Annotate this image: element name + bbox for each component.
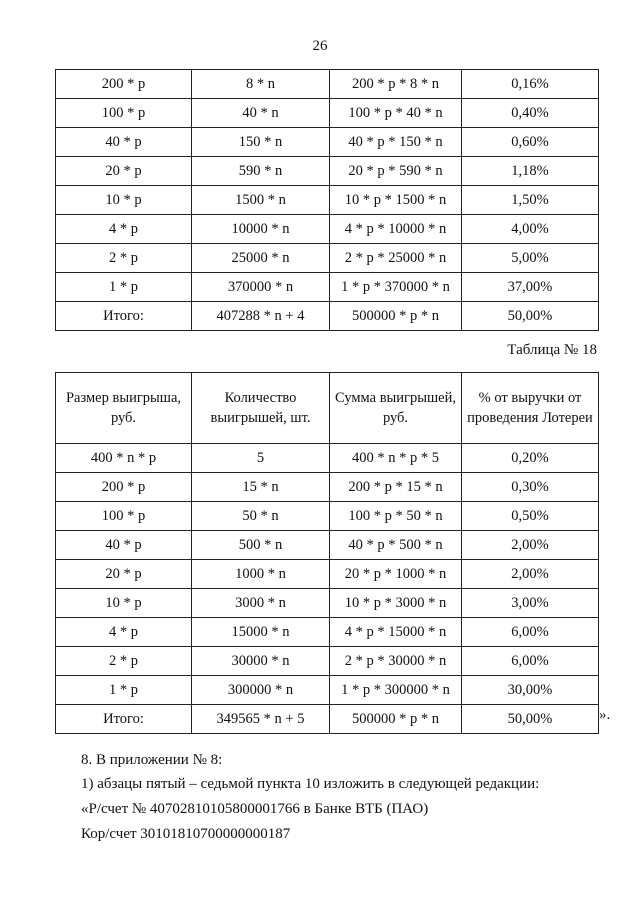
paragraph-amendment-heading: 8. В приложении № 8: bbox=[81, 752, 223, 768]
table-cell: 0,20% bbox=[462, 444, 599, 473]
table-cell: 20 * p * 1000 * n bbox=[330, 560, 462, 589]
table-cell: 100 * p * 50 * n bbox=[330, 502, 462, 531]
table-cell: 370000 * n bbox=[192, 273, 330, 302]
table-cell: 4 * p * 10000 * n bbox=[330, 215, 462, 244]
table-cell: 407288 * n + 4 bbox=[192, 302, 330, 331]
table-cell: Итого: bbox=[56, 705, 192, 734]
table-cell: 500000 * p * n bbox=[330, 302, 462, 331]
table-row bbox=[56, 215, 599, 244]
table-cell: 3000 * n bbox=[192, 589, 330, 618]
table-row bbox=[56, 444, 599, 473]
table-row bbox=[56, 589, 599, 618]
table-row bbox=[56, 157, 599, 186]
paragraph-correspondent-account: Кор/счет 30101810700000000187 bbox=[81, 826, 291, 842]
table-cell: 40 * p * 500 * n bbox=[330, 531, 462, 560]
closing-quote: ». bbox=[599, 707, 611, 723]
table-cell: 10000 * n bbox=[192, 215, 330, 244]
table-cell: 590 * n bbox=[192, 157, 330, 186]
paragraph-account-number: «Р/счет № 40702810105800001766 в Банке ВТБ (ПАО) bbox=[81, 801, 429, 817]
table-cell: 15 * n bbox=[192, 473, 330, 502]
table-cell: 10 * p bbox=[56, 186, 192, 215]
table-cell: 5 bbox=[192, 444, 330, 473]
table-cell: 1500 * n bbox=[192, 186, 330, 215]
table-cell: 200 * p * 8 * n bbox=[330, 70, 462, 99]
table-row bbox=[56, 70, 599, 99]
table-cell: 30,00% bbox=[462, 676, 599, 705]
table-row bbox=[56, 99, 599, 128]
table-cell: Итого: bbox=[56, 302, 192, 331]
table-row bbox=[56, 560, 599, 589]
table-cell: 400 * n * p bbox=[56, 444, 192, 473]
table1-body bbox=[56, 70, 599, 331]
table-cell: 20 * p bbox=[56, 560, 192, 589]
table2-header bbox=[56, 373, 599, 444]
table-cell: 25000 * n bbox=[192, 244, 330, 273]
table-row bbox=[56, 302, 599, 331]
table-cell: 6,00% bbox=[462, 618, 599, 647]
table-cell: 10 * p * 3000 * n bbox=[330, 589, 462, 618]
table-row bbox=[56, 502, 599, 531]
table-cell: 2 * p * 25000 * n bbox=[330, 244, 462, 273]
table-cell: 40 * p bbox=[56, 531, 192, 560]
table-cell: 0,60% bbox=[462, 128, 599, 157]
table-cell: 1,50% bbox=[462, 186, 599, 215]
table2-body bbox=[56, 444, 599, 734]
prize-table-continued bbox=[55, 69, 599, 331]
page-number: 26 bbox=[312, 38, 328, 54]
table-cell: 349565 * n + 5 bbox=[192, 705, 330, 734]
table-row bbox=[56, 273, 599, 302]
table-cell: 0,40% bbox=[462, 99, 599, 128]
table-cell: 5,00% bbox=[462, 244, 599, 273]
table-cell: 50 * n bbox=[192, 502, 330, 531]
table-cell: 8 * n bbox=[192, 70, 330, 99]
table-cell: 1000 * n bbox=[192, 560, 330, 589]
table-row bbox=[56, 705, 599, 734]
table-cell: 500000 * p * n bbox=[330, 705, 462, 734]
table-cell: 300000 * n bbox=[192, 676, 330, 705]
table-cell: 200 * p bbox=[56, 70, 192, 99]
table-cell: 2 * p * 30000 * n bbox=[330, 647, 462, 676]
table-cell: 30000 * n bbox=[192, 647, 330, 676]
table-cell: 200 * p * 15 * n bbox=[330, 473, 462, 502]
paragraph-amendment-instruction: 1) абзацы пятый – седьмой пункта 10 изложить в следующей редакции: bbox=[81, 776, 540, 792]
table-cell: 40 * n bbox=[192, 99, 330, 128]
table-cell: 100 * p * 40 * n bbox=[330, 99, 462, 128]
table-row bbox=[56, 647, 599, 676]
table-cell: 50,00% bbox=[462, 302, 599, 331]
table-cell: 0,16% bbox=[462, 70, 599, 99]
table-cell: 40 * p * 150 * n bbox=[330, 128, 462, 157]
table-cell: 4,00% bbox=[462, 215, 599, 244]
table-row bbox=[56, 244, 599, 273]
table-cell: 50,00% bbox=[462, 705, 599, 734]
table-row bbox=[56, 128, 599, 157]
table-row bbox=[56, 531, 599, 560]
table-cell: 3,00% bbox=[462, 589, 599, 618]
table-cell: 15000 * n bbox=[192, 618, 330, 647]
table-cell: 1 * p bbox=[56, 273, 192, 302]
table-cell: 1 * p * 300000 * n bbox=[330, 676, 462, 705]
table-cell: 20 * p * 590 * n bbox=[330, 157, 462, 186]
table-cell: 10 * p * 1500 * n bbox=[330, 186, 462, 215]
table-row bbox=[56, 186, 599, 215]
table-cell: 37,00% bbox=[462, 273, 599, 302]
table-cell: 2,00% bbox=[462, 560, 599, 589]
table-cell: 4 * p bbox=[56, 618, 192, 647]
table-cell: 100 * p bbox=[56, 502, 192, 531]
header-prize-count: Количество выигрышей, шт. bbox=[192, 373, 330, 444]
table-cell: 4 * p * 15000 * n bbox=[330, 618, 462, 647]
table-cell: 1,18% bbox=[462, 157, 599, 186]
table-cell: 20 * p bbox=[56, 157, 192, 186]
table-cell: 0,50% bbox=[462, 502, 599, 531]
table-cell: 6,00% bbox=[462, 647, 599, 676]
table-cell: 40 * p bbox=[56, 128, 192, 157]
table-cell: 500 * n bbox=[192, 531, 330, 560]
table-caption: Таблица № 18 bbox=[507, 342, 597, 358]
table-cell: 4 * p bbox=[56, 215, 192, 244]
table-cell: 150 * n bbox=[192, 128, 330, 157]
header-prize-sum: Сумма выигрышей, руб. bbox=[330, 373, 462, 444]
table-cell: 2 * p bbox=[56, 647, 192, 676]
header-revenue-percent: % от выручки от проведения Лотереи bbox=[462, 373, 599, 444]
prize-table-18 bbox=[55, 372, 599, 734]
table-cell: 400 * n * p * 5 bbox=[330, 444, 462, 473]
table-cell: 1 * p * 370000 * n bbox=[330, 273, 462, 302]
table-cell: 2,00% bbox=[462, 531, 599, 560]
table-row bbox=[56, 473, 599, 502]
table-cell: 100 * p bbox=[56, 99, 192, 128]
header-row bbox=[56, 373, 599, 444]
header-prize-size: Размер выигрыша, руб. bbox=[56, 373, 192, 444]
table-cell: 200 * p bbox=[56, 473, 192, 502]
table-cell: 10 * p bbox=[56, 589, 192, 618]
table-row bbox=[56, 618, 599, 647]
table-cell: 1 * p bbox=[56, 676, 192, 705]
table-cell: 0,30% bbox=[462, 473, 599, 502]
table-cell: 2 * p bbox=[56, 244, 192, 273]
table-row bbox=[56, 676, 599, 705]
